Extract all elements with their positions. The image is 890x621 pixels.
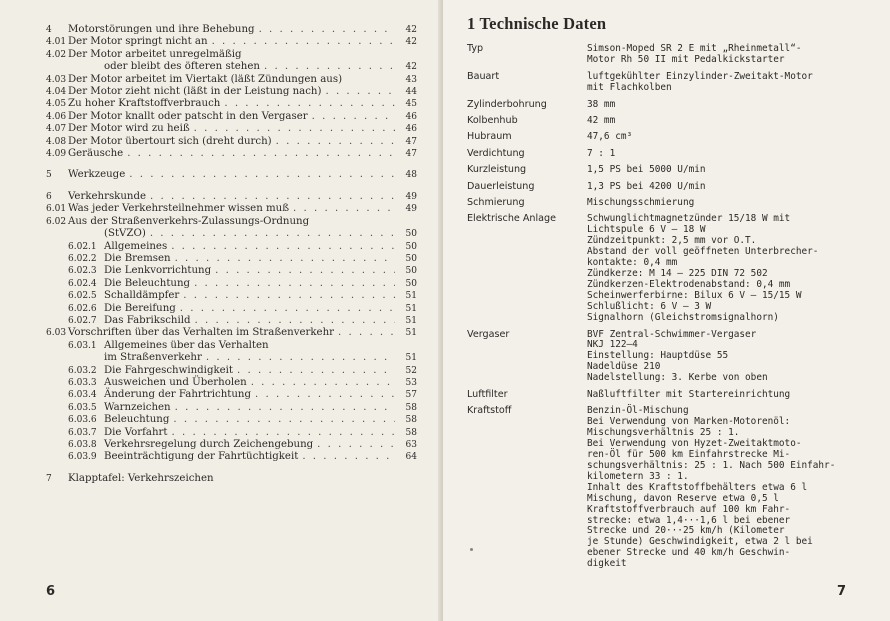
toc-leader-dots xyxy=(293,203,395,214)
spec-row xyxy=(467,100,868,111)
toc-entry xyxy=(46,253,417,265)
spec-label: Verdichtung xyxy=(467,147,525,159)
spec-label: Luftfilter xyxy=(467,389,508,401)
spec-label: Bauart xyxy=(467,70,500,82)
spec-value-line: Bei Verwendung von Hyzet-Zweitaktmoto- xyxy=(587,438,802,450)
spec-label: Kurzleistung xyxy=(467,164,527,176)
toc-gap xyxy=(46,464,417,473)
spec-row xyxy=(467,116,868,127)
toc-entry-title: Allgemeines xyxy=(104,240,168,252)
toc-entry xyxy=(46,203,417,215)
spec-row xyxy=(467,149,868,160)
toc-entry xyxy=(46,327,417,339)
toc-entry-number: 6.03.5 xyxy=(68,402,97,413)
spec-value-line: Inhalt des Kraftstoffbehälters etwa 6 l xyxy=(587,481,808,493)
toc-leader-dots xyxy=(127,148,395,159)
spec-value-line: 1,3 PS bei 4200 U/min xyxy=(587,180,706,192)
toc-entry-page: 51 xyxy=(405,328,417,339)
toc-leader-dots xyxy=(206,352,395,363)
spec-value-line: Signalhorn (Gleichstromsignalhorn) xyxy=(587,311,779,323)
toc-leader-dots xyxy=(183,290,395,301)
spec-value-line: 7 : 1 xyxy=(587,147,616,159)
spec-value xyxy=(587,149,868,160)
toc-leader-dots xyxy=(276,136,395,147)
spec-value-line: Mischungsschmierung xyxy=(587,197,695,209)
spec-label: Dauerleistung xyxy=(467,180,535,192)
toc-entry-page: 51 xyxy=(405,353,417,364)
spec-row xyxy=(467,72,868,94)
spec-value xyxy=(587,214,868,323)
toc-entry xyxy=(46,340,417,352)
toc-entry-number: 6.03.6 xyxy=(68,415,97,426)
toc-entry xyxy=(46,290,417,302)
toc-entry-title: Die Bereifung xyxy=(104,302,176,314)
toc-entry-page: 43 xyxy=(405,74,417,85)
table-of-contents xyxy=(46,24,417,485)
toc-entry-title: Beeinträchtigung der Fahrtüchtigkeit xyxy=(104,451,299,463)
page-number-right: 7 xyxy=(836,584,846,599)
toc-entry-number: 6.02.2 xyxy=(68,253,97,264)
toc-entry-number: 6.02 xyxy=(46,216,67,227)
spec-value xyxy=(587,100,868,111)
spec-value-line: 38 mm xyxy=(587,98,616,110)
toc-leader-dots xyxy=(171,241,395,252)
toc-entry xyxy=(46,427,417,439)
toc-entry-title: Änderung der Fahrtrichtung xyxy=(104,389,251,401)
toc-leader-dots xyxy=(237,365,395,376)
spec-value-line: Benzin-Öl-Mischung xyxy=(587,405,689,417)
toc-entry-number: 6.03 xyxy=(46,328,67,339)
toc-entry-title: Der Motor springt nicht an xyxy=(68,36,208,48)
spec-value xyxy=(587,132,868,143)
toc-entry xyxy=(46,402,417,414)
toc-entry-title: oder bleibt des öfteren stehen xyxy=(104,61,260,73)
toc-leader-dots xyxy=(194,123,395,134)
toc-entry-title: Aus der Straßenverkehrs-Zulassungs-Ordnung xyxy=(68,215,310,227)
spec-value-line: 47,6 cm³ xyxy=(587,131,633,143)
toc-entry-number: 6.02.7 xyxy=(68,315,97,326)
toc-entry xyxy=(46,414,417,426)
toc-leader-dots xyxy=(255,389,395,400)
toc-entry-number: 4.08 xyxy=(46,136,67,147)
spec-value-line: 1,5 PS bei 5000 U/min xyxy=(587,164,706,176)
spec-value-line: Strecke und 20···25 km/h (Kilometer xyxy=(587,525,785,537)
toc-entry-page: 52 xyxy=(405,365,417,376)
toc-entry-page: 53 xyxy=(405,377,417,388)
toc-entry-number: 6.02.1 xyxy=(68,241,97,252)
toc-entry-number: 7 xyxy=(46,473,52,484)
spec-value-line: 42 mm xyxy=(587,115,616,127)
spec-value xyxy=(587,72,868,94)
spec-value xyxy=(587,406,868,570)
toc-leader-dots xyxy=(264,61,395,72)
spec-value-line: ebener Strecke und 40 km/h Geschwin- xyxy=(587,547,791,559)
spec-label: Vergaser xyxy=(467,328,510,340)
spec-value-line: Naßluftfilter mit Startereinrichtung xyxy=(587,389,791,401)
toc-entry-number: 6.03.2 xyxy=(68,365,97,376)
spec-value xyxy=(587,44,868,66)
spec-value-line: strecke: etwa 1,4···1,6 l bei ebener xyxy=(587,514,791,526)
toc-entry xyxy=(46,439,417,451)
spec-value xyxy=(587,182,868,193)
spec-value-line: Schlußlicht: 6 V — 3 W xyxy=(587,300,712,312)
toc-entry-title: Motorstörungen und ihre Behebung xyxy=(68,24,255,35)
toc-entry-title: (StVZO) xyxy=(104,228,146,240)
toc-entry-title: Verkehrsregelung durch Zeichengebung xyxy=(104,439,314,450)
toc-entry xyxy=(46,265,417,277)
print-speck xyxy=(470,548,473,551)
toc-entry-title: Werkzeuge xyxy=(68,169,126,181)
toc-entry xyxy=(46,111,417,123)
toc-entry-number: 6.03.4 xyxy=(68,390,97,401)
toc-entry-title: Der Motor arbeitet im Viertakt (läßt Zündungen aus) xyxy=(68,73,343,85)
toc-entry-page: 46 xyxy=(405,124,417,135)
toc-entry xyxy=(46,61,417,73)
spec-label: Kraftstoff xyxy=(467,405,512,417)
toc-entry-page: 42 xyxy=(405,25,417,35)
toc-leader-dots xyxy=(338,327,395,338)
spec-value xyxy=(587,116,868,127)
toc-entry xyxy=(46,49,417,61)
toc-entry xyxy=(46,123,417,135)
spec-value-line: Simson-Moped SR 2 E mit „Rheinmetall“- xyxy=(587,43,802,54)
toc-entry-title: Die Vorfahrt xyxy=(104,426,168,438)
toc-entry xyxy=(46,451,417,463)
toc-entry xyxy=(46,86,417,98)
spec-row xyxy=(467,390,868,401)
spec-label: Hubraum xyxy=(467,131,512,143)
left-page xyxy=(0,0,443,621)
spec-value-line: kontakte: 0,4 mm xyxy=(587,257,678,269)
section-heading: 1 Technische Daten xyxy=(467,14,607,33)
spec-value-line: Lichtspule 6 V — 18 W xyxy=(587,224,706,236)
spec-value-line: Mischung, davon Reserve etwa 0,5 l xyxy=(587,492,779,504)
toc-entry-title: Der Motor arbeitet unregelmäßig xyxy=(68,48,242,60)
toc-entry-page: 46 xyxy=(405,111,417,122)
toc-leader-dots xyxy=(325,86,395,97)
spec-row xyxy=(467,214,868,323)
spec-value-line: Abstand der voll geöffneten Unterbrecher- xyxy=(587,246,819,258)
spec-value-line: Nadelstellung: 3. Kerbe von oben xyxy=(587,372,768,384)
toc-entry-page: 51 xyxy=(405,315,417,326)
toc-entry-number: 6.02.6 xyxy=(68,303,97,314)
toc-entry-page: 50 xyxy=(405,266,417,277)
toc-entry-title: Die Fahrgeschwindigkeit xyxy=(104,364,234,376)
spec-value xyxy=(587,390,868,401)
spec-value-line: kilometern 33 : 1. xyxy=(587,470,689,482)
toc-entry-number: 4.06 xyxy=(46,111,67,122)
spec-value-line: Kraftstoffverbrauch auf 100 km Fahr- xyxy=(587,503,791,515)
spec-row xyxy=(467,198,868,209)
toc-entry xyxy=(46,24,417,36)
toc-entry-page: 48 xyxy=(405,170,417,181)
spec-label: Kolbenhub xyxy=(467,115,518,127)
toc-entry-title: Geräusche xyxy=(68,148,124,160)
toc-entry-number: 4.05 xyxy=(46,99,67,110)
toc-entry-page: 51 xyxy=(405,303,417,314)
spec-table xyxy=(467,44,868,570)
toc-entry-number: 6.03.9 xyxy=(68,452,97,463)
toc-leader-dots xyxy=(150,191,395,202)
toc-entry-page: 49 xyxy=(405,191,417,202)
spec-value xyxy=(587,198,868,209)
toc-entry-page: 63 xyxy=(405,440,417,450)
toc-entry xyxy=(46,315,417,327)
spec-label: Schmierung xyxy=(467,197,525,209)
toc-gap xyxy=(46,160,417,169)
spec-value xyxy=(587,330,868,385)
toc-entry-page: 50 xyxy=(405,253,417,264)
toc-entry-page: 51 xyxy=(405,291,417,302)
toc-entry-title: Verkehrskunde xyxy=(68,190,147,202)
toc-entry-title: Der Motor wird zu heiß xyxy=(68,123,190,135)
toc-entry xyxy=(46,136,417,148)
toc-entry-title: Ausweichen und Überholen xyxy=(104,376,247,388)
toc-leader-dots xyxy=(259,24,395,35)
spec-row xyxy=(467,330,868,385)
toc-entry-number: 5 xyxy=(46,170,52,181)
toc-entry-title: Was jeder Verkehrsteilnehmer wissen muß xyxy=(68,203,290,215)
toc-leader-dots xyxy=(172,427,396,438)
toc-entry-title: Die Lenkvorrichtung xyxy=(104,265,212,277)
toc-entry-number: 6.02.5 xyxy=(68,291,97,302)
toc-entry-title: Zu hoher Kraftstoffverbrauch xyxy=(68,98,221,110)
page-number-left: 6 xyxy=(46,584,56,599)
toc-entry-title: Allgemeines über das Verhalten xyxy=(104,339,269,351)
toc-entry-page: 58 xyxy=(405,427,417,438)
toc-entry xyxy=(46,216,417,228)
toc-leader-dots xyxy=(215,265,395,276)
toc-entry xyxy=(46,389,417,401)
toc-leader-dots xyxy=(212,36,395,47)
toc-leader-dots xyxy=(180,303,395,314)
toc-leader-dots xyxy=(194,278,395,289)
spec-row xyxy=(467,406,868,570)
spec-row xyxy=(467,182,868,193)
toc-entry-title: Vorschriften über das Verhalten im Straßenverkehr xyxy=(68,327,335,339)
spec-value xyxy=(587,165,868,176)
toc-entry-number: 6.03.3 xyxy=(68,377,97,388)
spec-label: Zylinderbohrung xyxy=(467,98,547,110)
toc-entry-page: 64 xyxy=(405,452,417,463)
toc-entry-page: 58 xyxy=(405,402,417,413)
toc-entry xyxy=(46,169,417,181)
toc-entry-title: Das Fabrikschild xyxy=(104,314,191,326)
toc-entry-number: 6.02.4 xyxy=(68,278,97,289)
spec-value-line: ren-Öl für 500 km Einfahrstrecke Mi- xyxy=(587,449,791,461)
toc-leader-dots xyxy=(224,98,395,109)
toc-gap xyxy=(46,182,417,191)
toc-entry-number: 4.01 xyxy=(46,37,67,48)
toc-entry-number: 4 xyxy=(46,25,52,35)
toc-entry-title: Klapptafel: Verkehrszeichen xyxy=(68,472,214,484)
toc-entry-number: 4.07 xyxy=(46,124,67,135)
toc-entry-title: Der Motor übertourt sich (dreht durch) xyxy=(68,135,272,147)
toc-entry-page: 42 xyxy=(405,37,417,48)
toc-entry xyxy=(46,98,417,110)
toc-leader-dots xyxy=(317,439,395,450)
toc-entry-title: Warnzeichen xyxy=(104,401,171,413)
toc-entry-number: 6.02.3 xyxy=(68,266,97,277)
toc-entry-page: 58 xyxy=(405,415,417,426)
toc-entry xyxy=(46,241,417,253)
spec-value-line: NKJ 122—4 xyxy=(587,339,638,351)
spec-row xyxy=(467,44,868,66)
toc-entry xyxy=(46,303,417,315)
toc-entry-title: Die Beleuchtung xyxy=(104,277,191,289)
toc-entry xyxy=(46,278,417,290)
toc-entry xyxy=(46,148,417,160)
toc-entry xyxy=(46,191,417,203)
toc-leader-dots xyxy=(175,253,395,264)
toc-entry-page: 44 xyxy=(405,87,417,98)
spec-label: Typ xyxy=(467,43,484,54)
toc-entry xyxy=(46,352,417,364)
spec-value-line: Zündkerze: M 14 — 225 DIN 72 502 xyxy=(587,268,768,279)
toc-entry-title: Der Motor zieht nicht (läßt in der Leistung nach) xyxy=(68,86,322,98)
toc-entry-number: 6.01 xyxy=(46,204,67,215)
toc-entry xyxy=(46,228,417,240)
spec-value-line: Mischungsverhältnis 25 : 1. xyxy=(587,427,740,439)
toc-entry-page: 49 xyxy=(405,204,417,215)
spec-value-line: Bei Verwendung von Marken-Motorenöl: xyxy=(587,416,791,428)
toc-leader-dots xyxy=(175,402,395,413)
toc-entry-number: 6 xyxy=(46,191,52,202)
toc-entry-title: Beleuchtung xyxy=(104,414,170,426)
toc-entry xyxy=(46,365,417,377)
spec-value-line: Einstellung: Hauptdüse 55 xyxy=(587,350,729,362)
toc-entry-page: 42 xyxy=(405,62,417,73)
toc-entry xyxy=(46,473,417,485)
spec-value-line: Nadeldüse 210 xyxy=(587,361,661,373)
toc-entry-number: 4.04 xyxy=(46,87,67,98)
spec-value-line: schungsverhältnis: 25 : 1. Nach 500 Einfahr- xyxy=(587,460,836,471)
toc-entry-page: 47 xyxy=(405,136,417,147)
toc-leader-dots xyxy=(173,414,395,425)
toc-entry-page: 47 xyxy=(405,149,417,160)
toc-entry-title: Die Bremsen xyxy=(104,252,171,264)
toc-leader-dots xyxy=(302,451,395,462)
spec-value-line: Zündkerzen-Elektrodenabstand: 0,4 mm xyxy=(587,278,791,290)
spec-value-line: Motor Rh 50 II mit Pedalkickstarter xyxy=(587,53,785,65)
toc-entry-number: 4.09 xyxy=(46,149,67,160)
spec-value-line: digkeit xyxy=(587,558,627,570)
spec-value-line: Scheinwerferbirne: Bilux 6 V — 15/15 W xyxy=(587,289,802,301)
toc-entry-page: 45 xyxy=(405,99,417,110)
spec-row xyxy=(467,165,868,176)
spec-label: Elektrische Anlage xyxy=(467,213,557,225)
toc-leader-dots xyxy=(195,315,395,326)
toc-leader-dots xyxy=(312,111,395,122)
toc-entry-page: 57 xyxy=(405,390,417,401)
toc-entry-number: 6.03.8 xyxy=(68,440,97,450)
toc-entry-number: 4.02 xyxy=(46,49,67,60)
toc-entry-number: 6.03.1 xyxy=(68,340,97,351)
toc-leader-dots xyxy=(129,169,395,180)
toc-leader-dots xyxy=(150,228,395,239)
toc-entry-page: 50 xyxy=(405,241,417,252)
toc-leader-dots xyxy=(251,377,395,388)
spec-row xyxy=(467,132,868,143)
toc-entry-title: Der Motor knallt oder patscht in den Vergaser xyxy=(68,110,308,122)
spec-value-line: je Stunde) Geschwindigkeit, etwa 2 l bei xyxy=(587,536,813,548)
toc-entry-number: 4.03 xyxy=(46,74,67,85)
spec-value-line: Zündzeitpunkt: 2,5 mm vor O.T. xyxy=(587,235,757,247)
toc-entry-title: im Straßenverkehr xyxy=(104,352,202,364)
toc-entry xyxy=(46,74,417,86)
right-page xyxy=(443,0,890,621)
spec-value-line: luftgekühlter Einzylinder-Zweitakt-Motor xyxy=(587,70,813,82)
spec-value-line: mit Flachkolben xyxy=(587,81,672,93)
toc-entry-page: 50 xyxy=(405,278,417,289)
spec-value-line: Schwunglichtmagnetzünder 15/18 W mit xyxy=(587,213,791,225)
toc-entry xyxy=(46,36,417,48)
toc-entry-title: Schalldämpfer xyxy=(104,290,180,302)
toc-entry-page: 50 xyxy=(405,229,417,240)
toc-entry-number: 6.03.7 xyxy=(68,427,97,438)
toc-entry xyxy=(46,377,417,389)
spec-value-line: BVF Zentral-Schwimmer-Vergaser xyxy=(587,328,757,340)
